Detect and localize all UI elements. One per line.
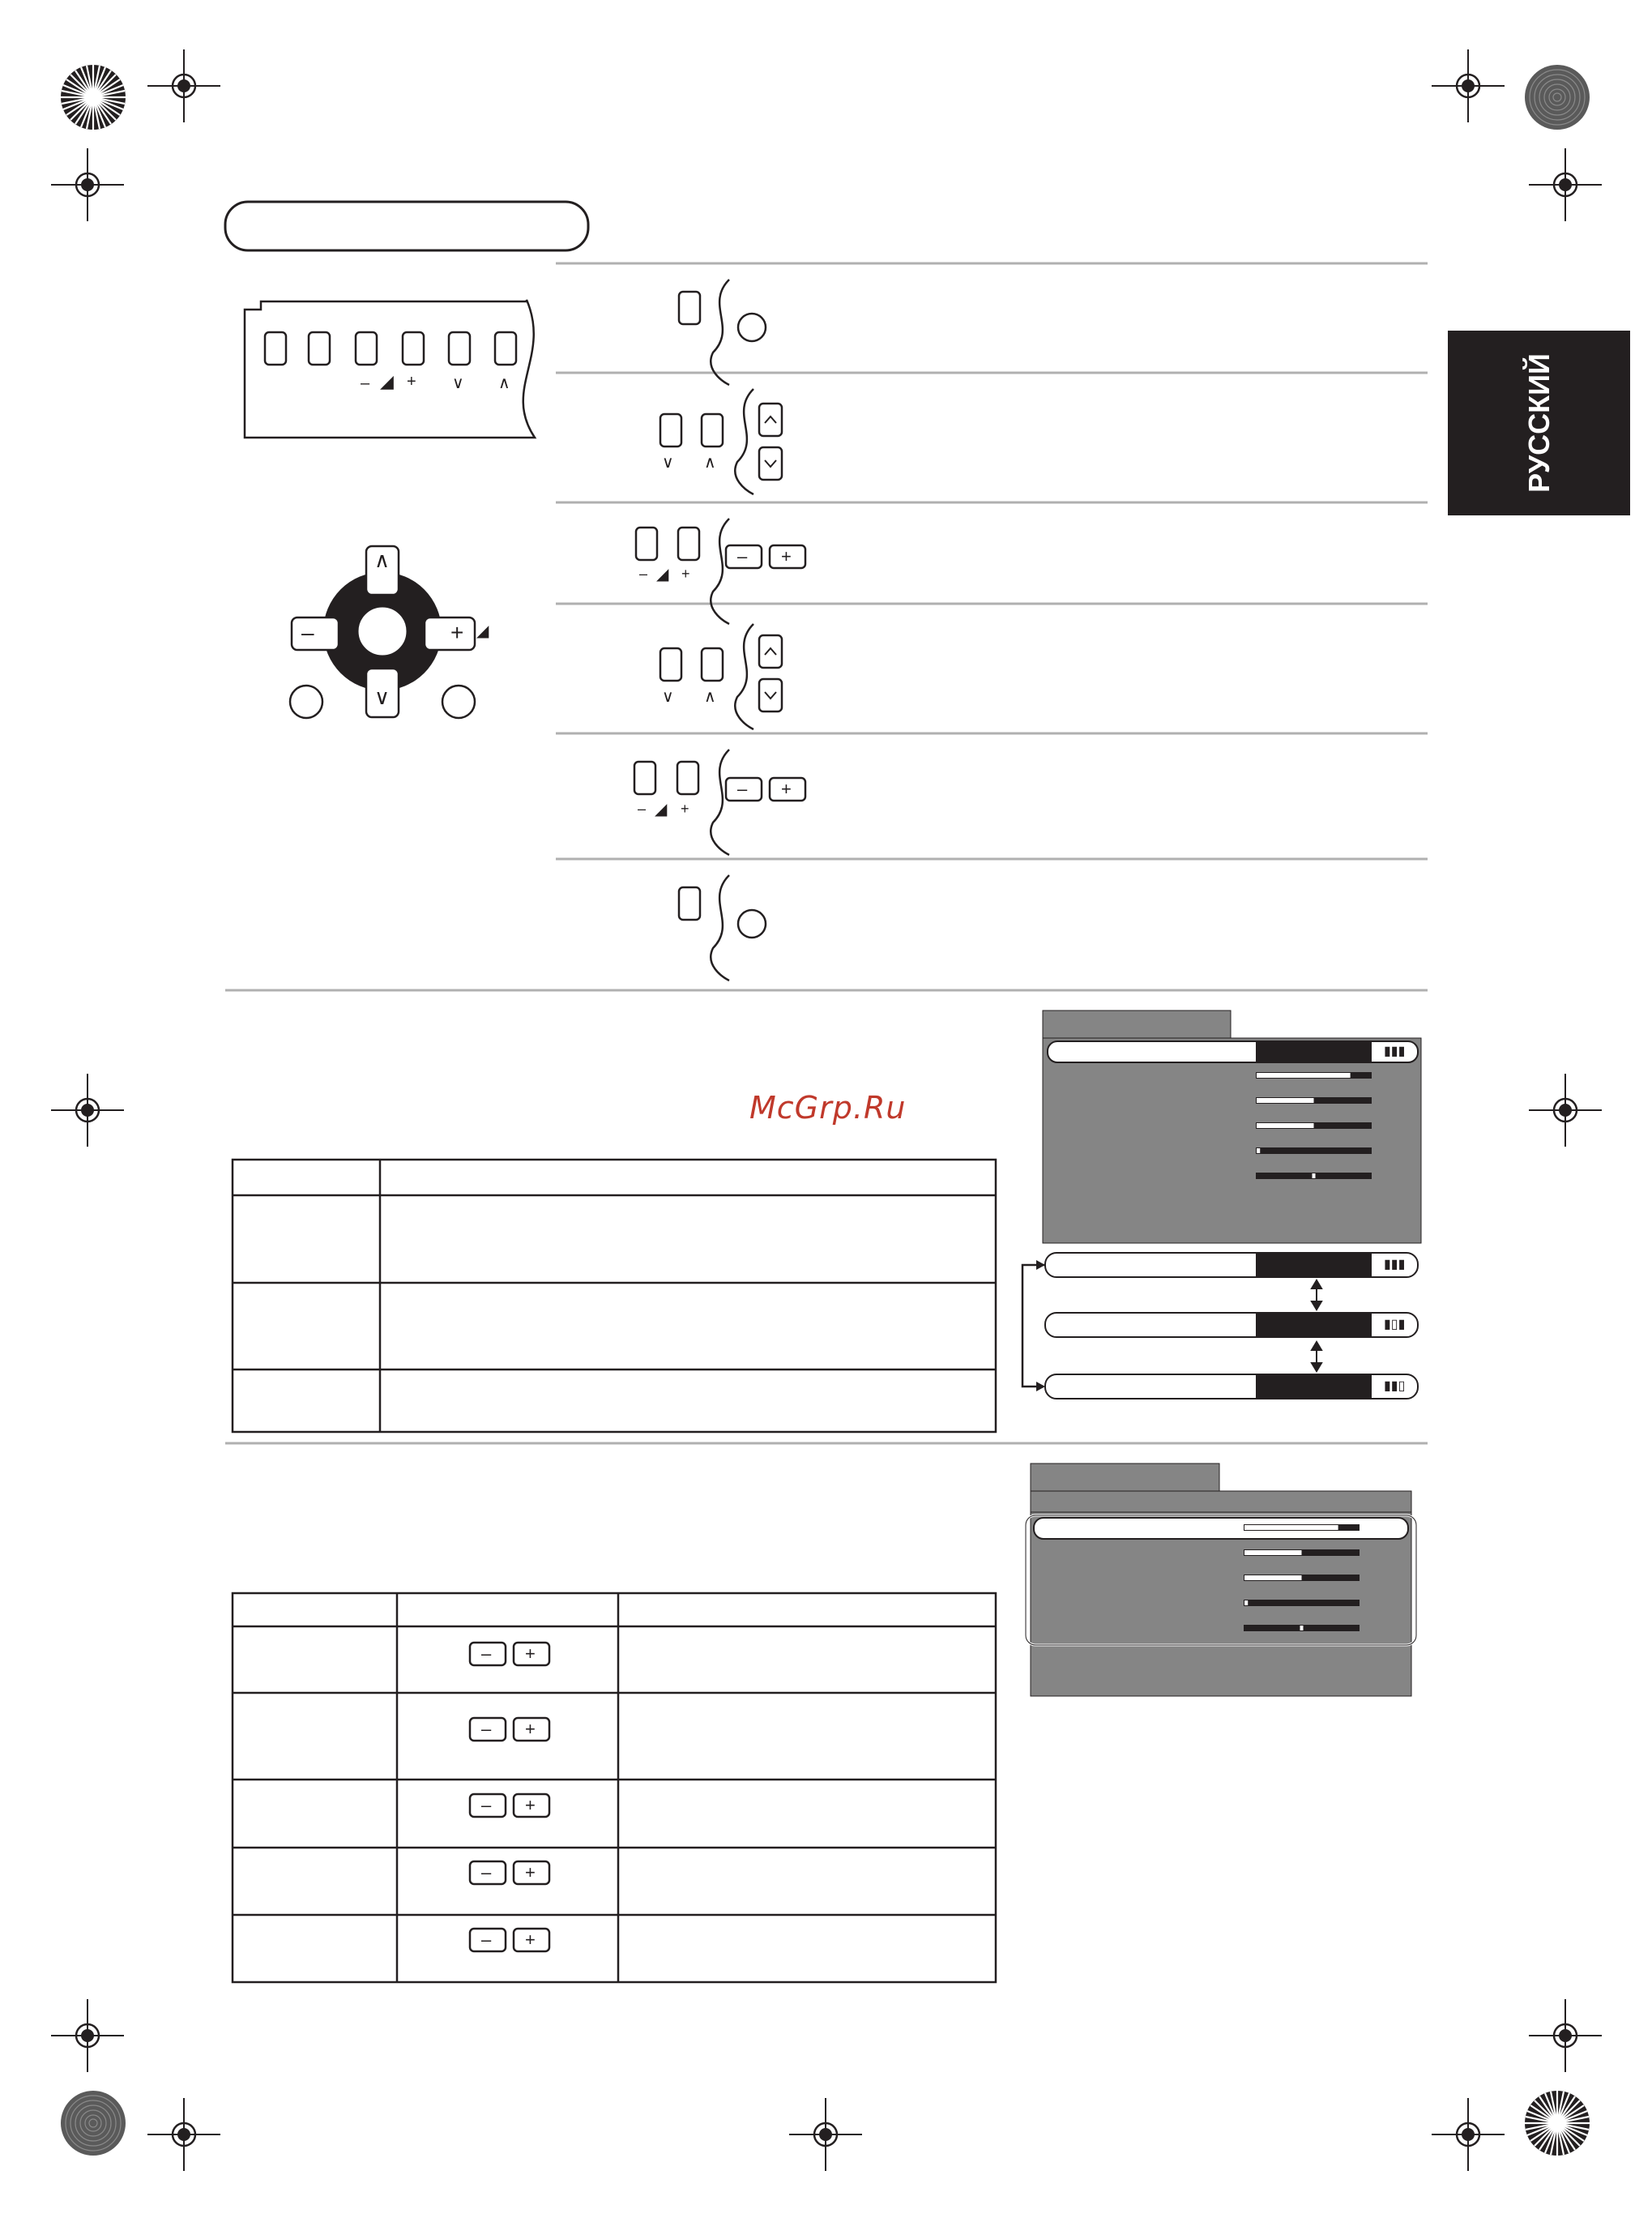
step-3-plus-label: + (681, 566, 690, 582)
osd-slider-marker (1300, 1626, 1304, 1630)
plus-button-icon[interactable]: + (450, 620, 464, 645)
osd-slider-fill (1257, 1073, 1351, 1078)
step-6-keys (679, 875, 766, 981)
osd-mode-cycle (1022, 1253, 1418, 1399)
down-arrow-icon[interactable]: ∨ (374, 685, 391, 709)
step-5-plus-label: + (681, 801, 689, 817)
mode-indicator-icon: ▮▮▯ (1384, 1379, 1406, 1393)
osd-slider-fill (1257, 1123, 1314, 1128)
step-4-keys (660, 624, 782, 729)
osd-slider-marker (1313, 1173, 1316, 1178)
step-5-minus-label: – (638, 801, 647, 817)
step-4-down-label: ∨ (662, 688, 674, 706)
table-1 (233, 1160, 996, 1432)
osd-slider-fill (1244, 1550, 1302, 1555)
front-panel-diagram (245, 300, 535, 438)
volume-icon: ◢ (476, 622, 489, 640)
up-arrow-icon[interactable]: ∧ (374, 548, 391, 572)
osd-slider-fill (1257, 1148, 1260, 1153)
page-artwork: – + (0, 0, 1652, 2222)
volume-icon: ◢ (380, 371, 394, 391)
step-4-up-label: ∧ (704, 688, 716, 706)
osd-slider-fill (1244, 1600, 1248, 1605)
panel-label-plus: + (407, 373, 416, 391)
step-2-down-label: ∨ (662, 454, 674, 472)
table-2 (233, 1593, 996, 1982)
osd-slider-track (1256, 1147, 1372, 1154)
section-header-pill (225, 202, 588, 250)
table-2-buttons (470, 1643, 549, 1951)
step-1-keys (679, 280, 766, 385)
mode-indicator-icon: ▮▮▮ (1384, 1258, 1406, 1271)
volume-icon: ◢ (655, 801, 668, 818)
mode-indicator-icon: ▮▮▮ (1384, 1045, 1406, 1058)
panel-label-down: ∨ (452, 374, 464, 392)
panel-label-up: ∧ (498, 374, 510, 392)
language-tab-label: РУССКИЙ (1522, 353, 1556, 493)
osd-slider-fill (1244, 1575, 1302, 1580)
osd-slider-fill (1257, 1098, 1314, 1103)
step-2-keys (660, 389, 782, 494)
osd-slider-fill (1244, 1525, 1338, 1530)
mode-indicator-icon: ▮▯▮ (1384, 1318, 1406, 1331)
minus-button-icon[interactable]: – (301, 620, 314, 645)
step-2-up-label: ∧ (704, 454, 716, 472)
volume-icon: ◢ (656, 566, 669, 583)
watermark: McGrp.Ru (749, 1090, 907, 1126)
osd-menu-2 (1026, 1464, 1416, 1696)
step-3-minus-label: – (639, 566, 648, 582)
panel-label-minus: – (361, 374, 370, 392)
osd-menu-1 (1043, 1011, 1421, 1243)
osd-slider-track (1244, 1600, 1360, 1606)
